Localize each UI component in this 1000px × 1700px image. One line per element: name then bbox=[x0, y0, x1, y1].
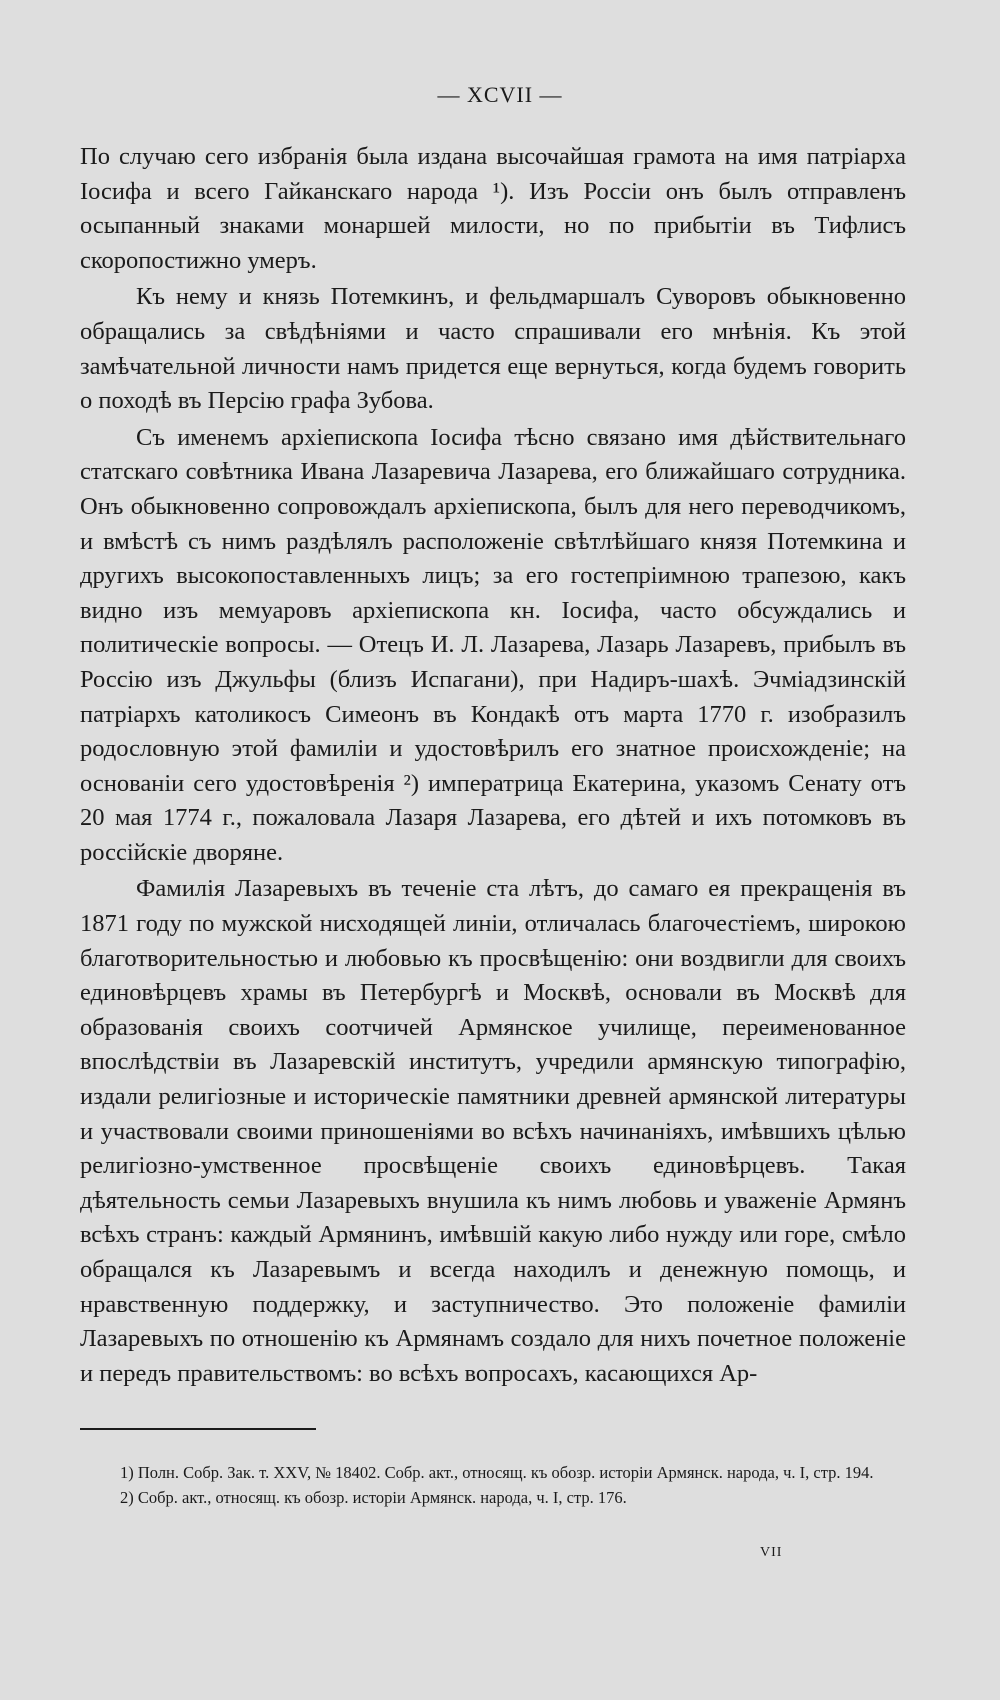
main-text bbox=[80, 140, 906, 1391]
signature-mark: VII bbox=[760, 1545, 783, 1560]
footnotes bbox=[80, 1460, 906, 1510]
page-number: — XCVII — bbox=[437, 82, 563, 107]
footnote-1: 1) Полн. Собр. Зак. т. XXV, № 18402. Собр. акт., относящ. къ обозр. исторіи Армянск. народа, ч. I, стр. 194. bbox=[120, 1463, 874, 1482]
paragraph-4: Фамилія Лазаревыхъ въ теченіе ста лѣтъ, до самаго ея прекращенія въ 1871 году по мужской нисходящей линіи, отличалась благочестіемъ, широкою благотворительностью и любовью къ просвѣщенію: они воздвигли для своихъ единовѣрцевъ храмы въ Петербургѣ и Москвѣ, основали въ Москвѣ для образованія своихъ соотчичей Армянское училище, переименованное впослѣдствіи въ Лазаревскій институтъ, учредили армянскую типографію, издали религіозные и историческіе памятники древней армянской литературы и участвовали своими приношеніями во всѣхъ начинаніяхъ, имѣвшихъ цѣлью религіозно-умственное просвѣщеніе своихъ единовѣрцевъ. Такая дѣятельность семьи Лазаревыхъ внушила къ нимъ любовь и уваженіе Армянъ всѣхъ странъ: каждый Армянинъ, имѣвшій какую либо нужду или горе, смѣло обращался къ Лазаревымъ и всегда находилъ и денежную помощь, и нравственную поддержку, и заступничество. Это положеніе фамиліи Лазаревыхъ по отношенію къ Армянамъ создало для нихъ почетное положеніе и передъ правительствомъ: во всѣхъ вопросахъ, касающихся Ар- bbox=[80, 875, 906, 1387]
paragraph-2: Къ нему и князь Потемкинъ, и фельдмаршалъ Суворовъ обыкновенно обращались за свѣдѣніями и часто спрашивали его мнѣнія. Къ этой замѣчательной личности намъ придется еще вернуться, когда будемъ говорить о походѣ въ Персію графа Зубова. bbox=[80, 283, 906, 415]
footnote-separator bbox=[80, 1428, 316, 1430]
paragraph-1: По случаю сего избранія была издана высочайшая грамота на имя патріарха Іосифа и всего Гайканскаго народа ¹). Изъ Россіи онъ былъ отправленъ осыпанный знаками монаршей милости, но по прибытіи въ Тифлисъ скоропостижно умеръ. bbox=[80, 143, 906, 274]
footnote-2: 2) Собр. акт., относящ. къ обозр. исторіи Армянск. народа, ч. I, стр. 176. bbox=[120, 1488, 627, 1507]
paragraph-3: Съ именемъ архіепископа Іосифа тѣсно связано имя дѣйствительнаго статскаго совѣтника Ивана Лазаревича Лазарева, его ближайшаго сотрудника. Онъ обыкновенно сопровождалъ архіепископа, былъ для него переводчикомъ, и вмѣстѣ съ нимъ раздѣлялъ расположеніе свѣтлѣйшаго князя Потемкина и другихъ высокопоставленныхъ лицъ; за его гостепріимною трапезою, какъ видно изъ мемуаровъ архіепископа кн. Іосифа, часто обсуждались и политическіе вопросы. — Отецъ И. Л. Лазарева, Лазарь Лазаревъ, прибылъ въ Россію изъ Джульфы (близъ Испагани), при Надиръ-шахѣ. Эчміадзинскій патріархъ католикосъ Симеонъ въ Кондакѣ отъ марта 1770 г. изобразилъ родословную этой фамиліи и удостовѣрилъ его знатное происхожденіе; на основаніи сего удостовѣренія ²) императрица Екатерина, указомъ Сенату отъ 20 мая 1774 г., пожаловала Лазаря Лазарева, его дѣтей и ихъ потомковъ въ россійскіе дворяне. bbox=[80, 423, 906, 866]
